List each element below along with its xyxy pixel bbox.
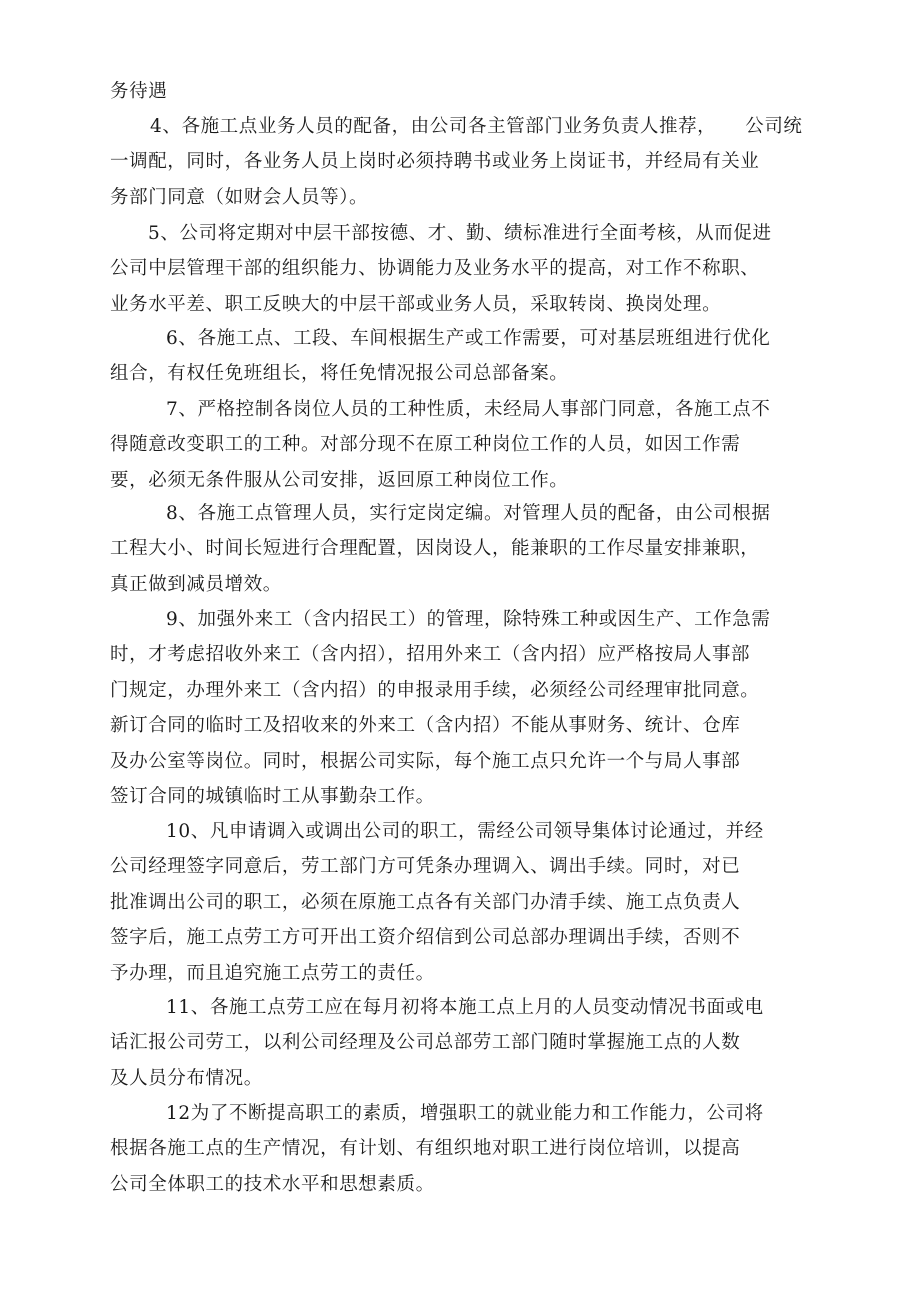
text-line: 11、各施工点劳工应在每月初将本施工点上月的人员变动情况书面或电 [166,997,764,1018]
text-line: 9、加强外来工（含内招民工）的管理，除特殊工种或因生产、工作急需 [166,609,771,630]
paragraph-item-4 [110,109,803,215]
paragraph-item-8 [110,496,770,602]
paragraph-continued [110,74,167,109]
paragraph-item-6 [110,321,770,392]
text-line: 话汇报公司劳工，以利公司经理及公司总部劳工部门随时掌握施工点的人数 [110,1032,741,1054]
text-line: 及办公室等岗位。同时，根据公司实际，每个施工点只允许一个与局人事部 [110,750,741,772]
text-line: 予办理，而且追究施工点劳工的责任。 [110,962,435,984]
paragraph-item-11 [110,990,764,1096]
text-line: 及人员分布情况。 [110,1067,263,1089]
text-line: 一调配，同时，各业务人员上岗时必须持聘书或业务上岗证书，并经局有关业 [110,151,760,173]
text-line: 7、严格控制各岗位人员的工种性质，未经局人事部门同意，各施工点不 [166,399,771,420]
text-line: 签订合同的城镇临时工从事勤杂工作。 [110,786,435,808]
text-line: 公司全体职工的技术水平和思想素质。 [110,1173,435,1195]
text-line: 门规定，办理外来工（含内招）的申报录用手续，必须经公司经理审批同意。 [110,679,760,701]
text-line: 务待遇 [110,81,168,102]
text-line: 10、凡申请调入或调出公司的职工，需经公司领导集体讨论通过，并经 [166,821,764,842]
text-line: 6、各施工点、工段、车间根据生产或工作需要，可对基层班组进行优化 [166,328,771,349]
paragraph-item-12 [110,1096,764,1202]
text-line: 签字后，施工点劳工方可开出工资介绍信到公司总部办理调出手续，否则不 [110,927,741,949]
paragraph-item-7 [110,392,770,498]
paragraph-item-5 [110,216,772,322]
text-line: 公司中层管理干部的组织能力、协调能力及业务水平的提高，对工作不称职、 [110,258,760,280]
text-line: 公司经理签字同意后，劳工部门方可凭条办理调入、调出手续。同时，对已 [110,856,741,878]
text-line: 4、各施工点业务人员的配备，由公司各主管部门业务负责人推荐， 公司统 [150,116,803,137]
text-line: 务部门同意（如财会人员等）。 [110,186,369,208]
text-line: 5、公司将定期对中层干部按德、才、勤、绩标准进行全面考核，从而促进 [148,223,772,244]
text-line: 得随意改变职工的工种。对部分现不在原工种岗位工作的人员，如因工作需 [110,434,741,456]
text-line: 批准调出公司的职工，必须在原施工点各有关部门办清手续、施工点负责人 [110,891,741,913]
text-line: 真正做到减员增效。 [110,573,282,595]
text-line: 8、各施工点管理人员，实行定岗定编。对管理人员的配备，由公司根据 [166,503,771,524]
text-line: 12为了不断提高职工的素质，增强职工的就业能力和工作能力，公司将 [166,1103,764,1124]
text-line: 时，才考虑招收外来工（含内招），招用外来工（含内招）应严格按局人事部 [110,644,751,666]
text-line: 根据各施工点的生产情况，有计划、有组织地对职工进行岗位培训，以提高 [110,1138,741,1160]
text-line: 要，必须无条件服从公司安排，返回原工种岗位工作。 [110,469,569,491]
text-line: 业务水平差、职工反映大的中层干部或业务人员，采取转岗、换岗处理。 [110,293,722,315]
text-line: 组合，有权任免班组长，将任免情况报公司总部备案。 [110,363,569,385]
paragraph-item-9 [110,602,770,814]
text-line: 新订合同的临时工及招收来的外来工（含内招）不能从事财务、统计、仓库 [110,715,741,737]
text-line: 工程大小、时间长短进行合理配置，因岗设人，能兼职的工作尽量安排兼职， [110,538,760,560]
paragraph-item-10 [110,814,764,991]
